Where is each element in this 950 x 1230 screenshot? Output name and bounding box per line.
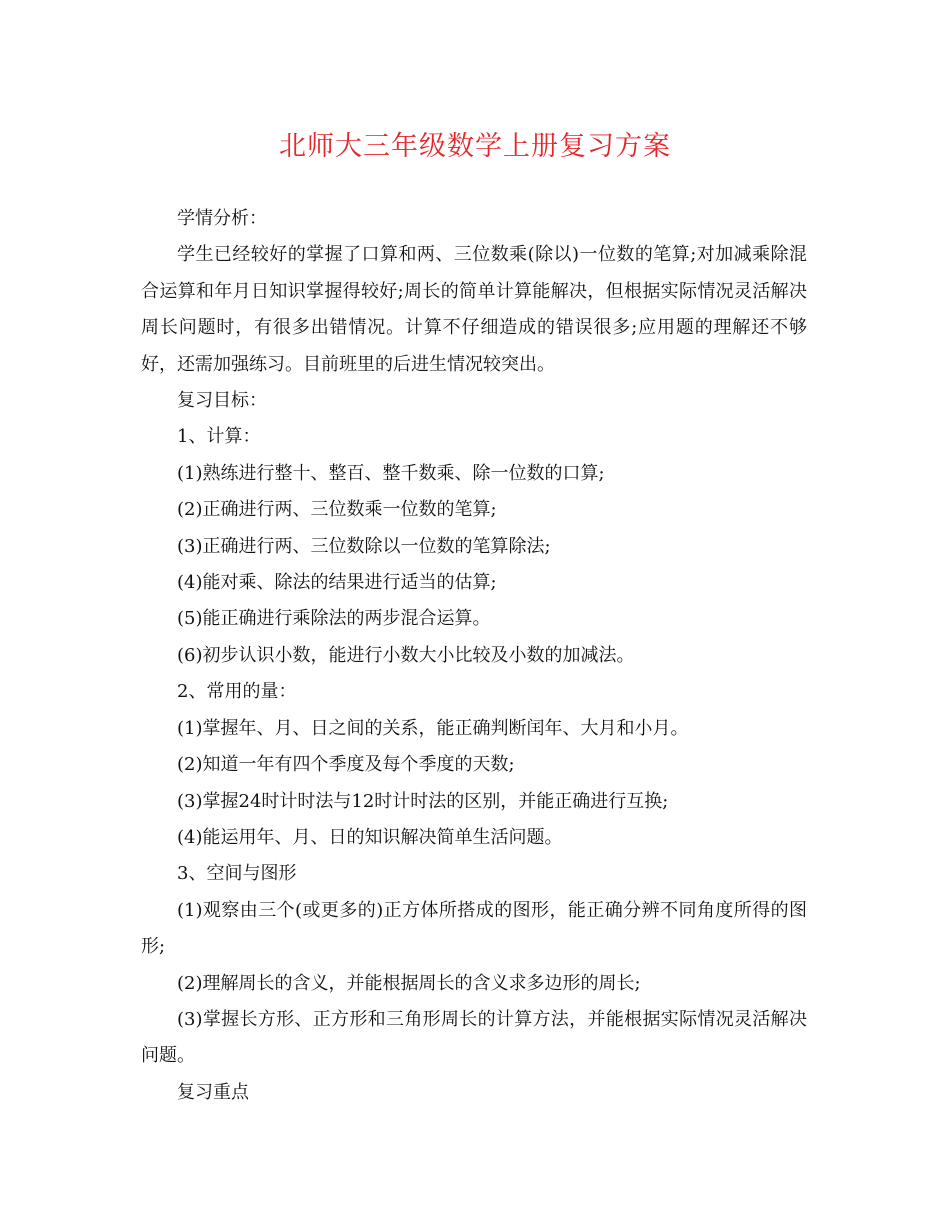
paragraph: (1)掌握年、月、日之间的关系，能正确判断闰年、大月和小月。 bbox=[177, 717, 689, 739]
paragraph: 复习目标： bbox=[177, 390, 267, 412]
paragraph: (1)观察由三个(或更多的)正方体所搭成的图形，能正确分辨不同角度所得的图形; bbox=[141, 899, 807, 958]
paragraph: (3)掌握长方形、正方形和三角形周长的计算方法，并能根据实际情况灵活解决问题。 bbox=[141, 1008, 807, 1067]
document-title: 北师大三年级数学上册复习方案 bbox=[279, 131, 671, 162]
paragraph: 1、计算： bbox=[177, 426, 261, 448]
document-body bbox=[141, 201, 807, 1111]
paragraph: (2)知道一年有四个季度及每个季度的天数; bbox=[177, 754, 515, 776]
paragraph: 3、空间与图形 bbox=[177, 863, 297, 885]
paragraph: 2、常用的量： bbox=[177, 681, 297, 703]
paragraph: 学情分析： bbox=[177, 208, 267, 229]
paragraph: (4)能对乘、除法的结果进行适当的估算; bbox=[177, 572, 497, 594]
paragraph: (2)正确进行两、三位数乘一位数的笔算; bbox=[177, 499, 497, 521]
paragraph: (3)掌握24时计时法与12时计时法的区别，并能正确进行互换; bbox=[177, 790, 669, 812]
paragraph: (5)能正确进行乘除法的两步混合运算。 bbox=[177, 608, 491, 630]
paragraph: 复习重点 bbox=[177, 1081, 249, 1103]
paragraph: (6)初步认识小数，能进行小数大小比较及小数的加减法。 bbox=[177, 644, 635, 666]
paragraph: (3)正确进行两、三位数除以一位数的笔算除法; bbox=[177, 535, 551, 557]
paragraph: 学生已经较好的掌握了口算和两、三位数乘(除以)一位数的笔算;对加减乘除混合运算和年月日知识掌握得较好;周长的简单计算能解决，但根据实际情况灵活解决周长问题时，有很多出错情况。计算不仔细造成的错误很多;应用题的理解还不够好，还需加强练习。目前班里的后进生情况较突出。 bbox=[141, 244, 807, 375]
paragraph: (2)理解周长的含义，并能根据周长的含义求多边形的周长; bbox=[177, 972, 641, 994]
paragraph: (4)能运用年、月、日的知识解决简单生活问题。 bbox=[177, 826, 563, 848]
paragraph: (1)熟练进行整十、整百、整千数乘、除一位数的口算; bbox=[177, 462, 605, 484]
